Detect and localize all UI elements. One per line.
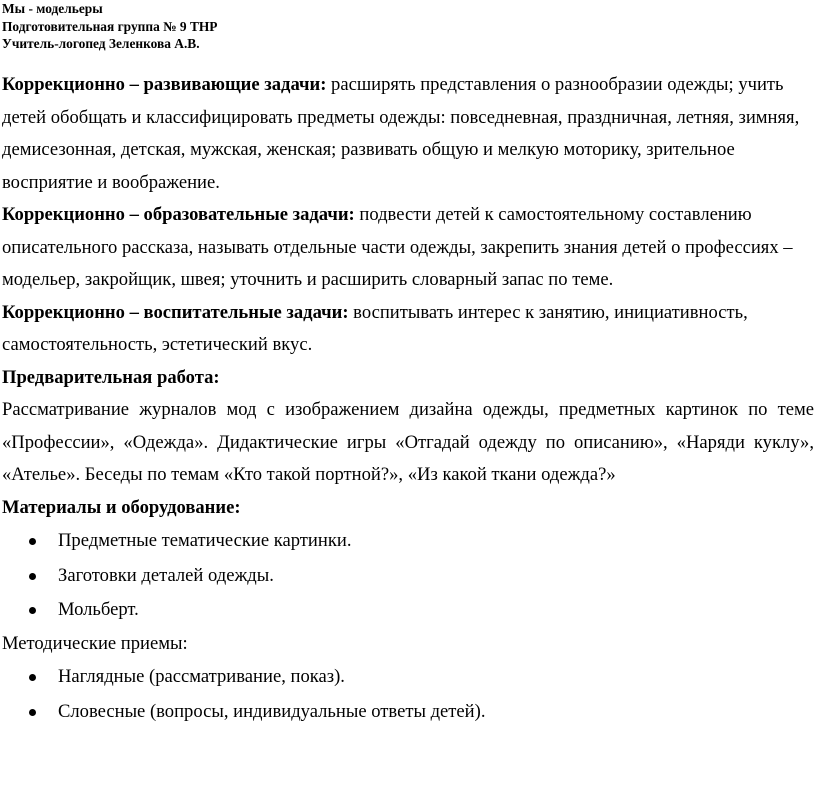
group-name: Подготовительная группа № 9 ТНР <box>2 18 218 34</box>
list-item: Словесные (вопросы, индивидуальные ответы детей). <box>2 695 814 730</box>
task-developing <box>2 69 814 199</box>
lesson-title: Мы - модельеры <box>2 1 103 16</box>
bullet-icon <box>29 607 36 614</box>
methods-list <box>2 660 814 729</box>
list-item: Предметные тематические картинки. <box>2 524 814 559</box>
task-label: Коррекционно – образовательные задачи: <box>2 204 355 225</box>
bullet-icon <box>29 538 36 545</box>
task-upbringing <box>2 297 814 362</box>
materials-list <box>2 524 814 628</box>
task-text: подвести детей к самостоятельному составлению описательного рассказа, называть отдельные части одежды, закрепить знания детей о профессиях – модельер, закройщик, швея; уточнить и расширить словарный запас по теме. <box>2 204 793 290</box>
task-label: Коррекционно – развивающие задачи: <box>2 74 327 95</box>
bullet-icon <box>29 674 36 681</box>
methods-heading: Методические приемы: <box>2 632 188 654</box>
teacher-name: Учитель-логопед Зеленкова А.В. <box>2 36 200 51</box>
task-label: Коррекционно – воспитательные задачи: <box>2 301 349 323</box>
preliminary-heading: Предварительная работа: <box>2 366 220 388</box>
list-item: Наглядные (рассматривание, показ). <box>2 660 814 695</box>
bullet-icon <box>29 573 36 580</box>
bullet-icon <box>29 709 36 716</box>
document-body <box>2 69 814 729</box>
task-text: расширять представления о разнообразии одежды; учить детей обобщать и классифицировать предметы одежды: повседневная, праздничная, летняя, зимняя, демисезонная, детская, мужская, женская; развивать общую и мелкую моторику, зрительное восприятие и воображение. <box>2 74 800 193</box>
preliminary-text: Рассматривание журналов мод с изображением дизайна одежды, предметных картинок по теме «Профессии», «Одежда». Дидактические игры «Отгадай одежду по описанию», «Наряди куклу», «Ателье». Беседы по темам «Кто такой портной?», «Из какой ткани одежда?» <box>2 399 814 485</box>
task-text: воспитывать интерес к занятию, инициативность, самостоятельность, эстетический вкус. <box>2 301 748 355</box>
list-item: Мольберт. <box>2 593 814 628</box>
materials-heading: Материалы и оборудование: <box>2 496 241 518</box>
document-header <box>2 0 218 53</box>
list-item: Заготовки деталей одежды. <box>2 559 814 594</box>
task-educational <box>2 199 814 297</box>
